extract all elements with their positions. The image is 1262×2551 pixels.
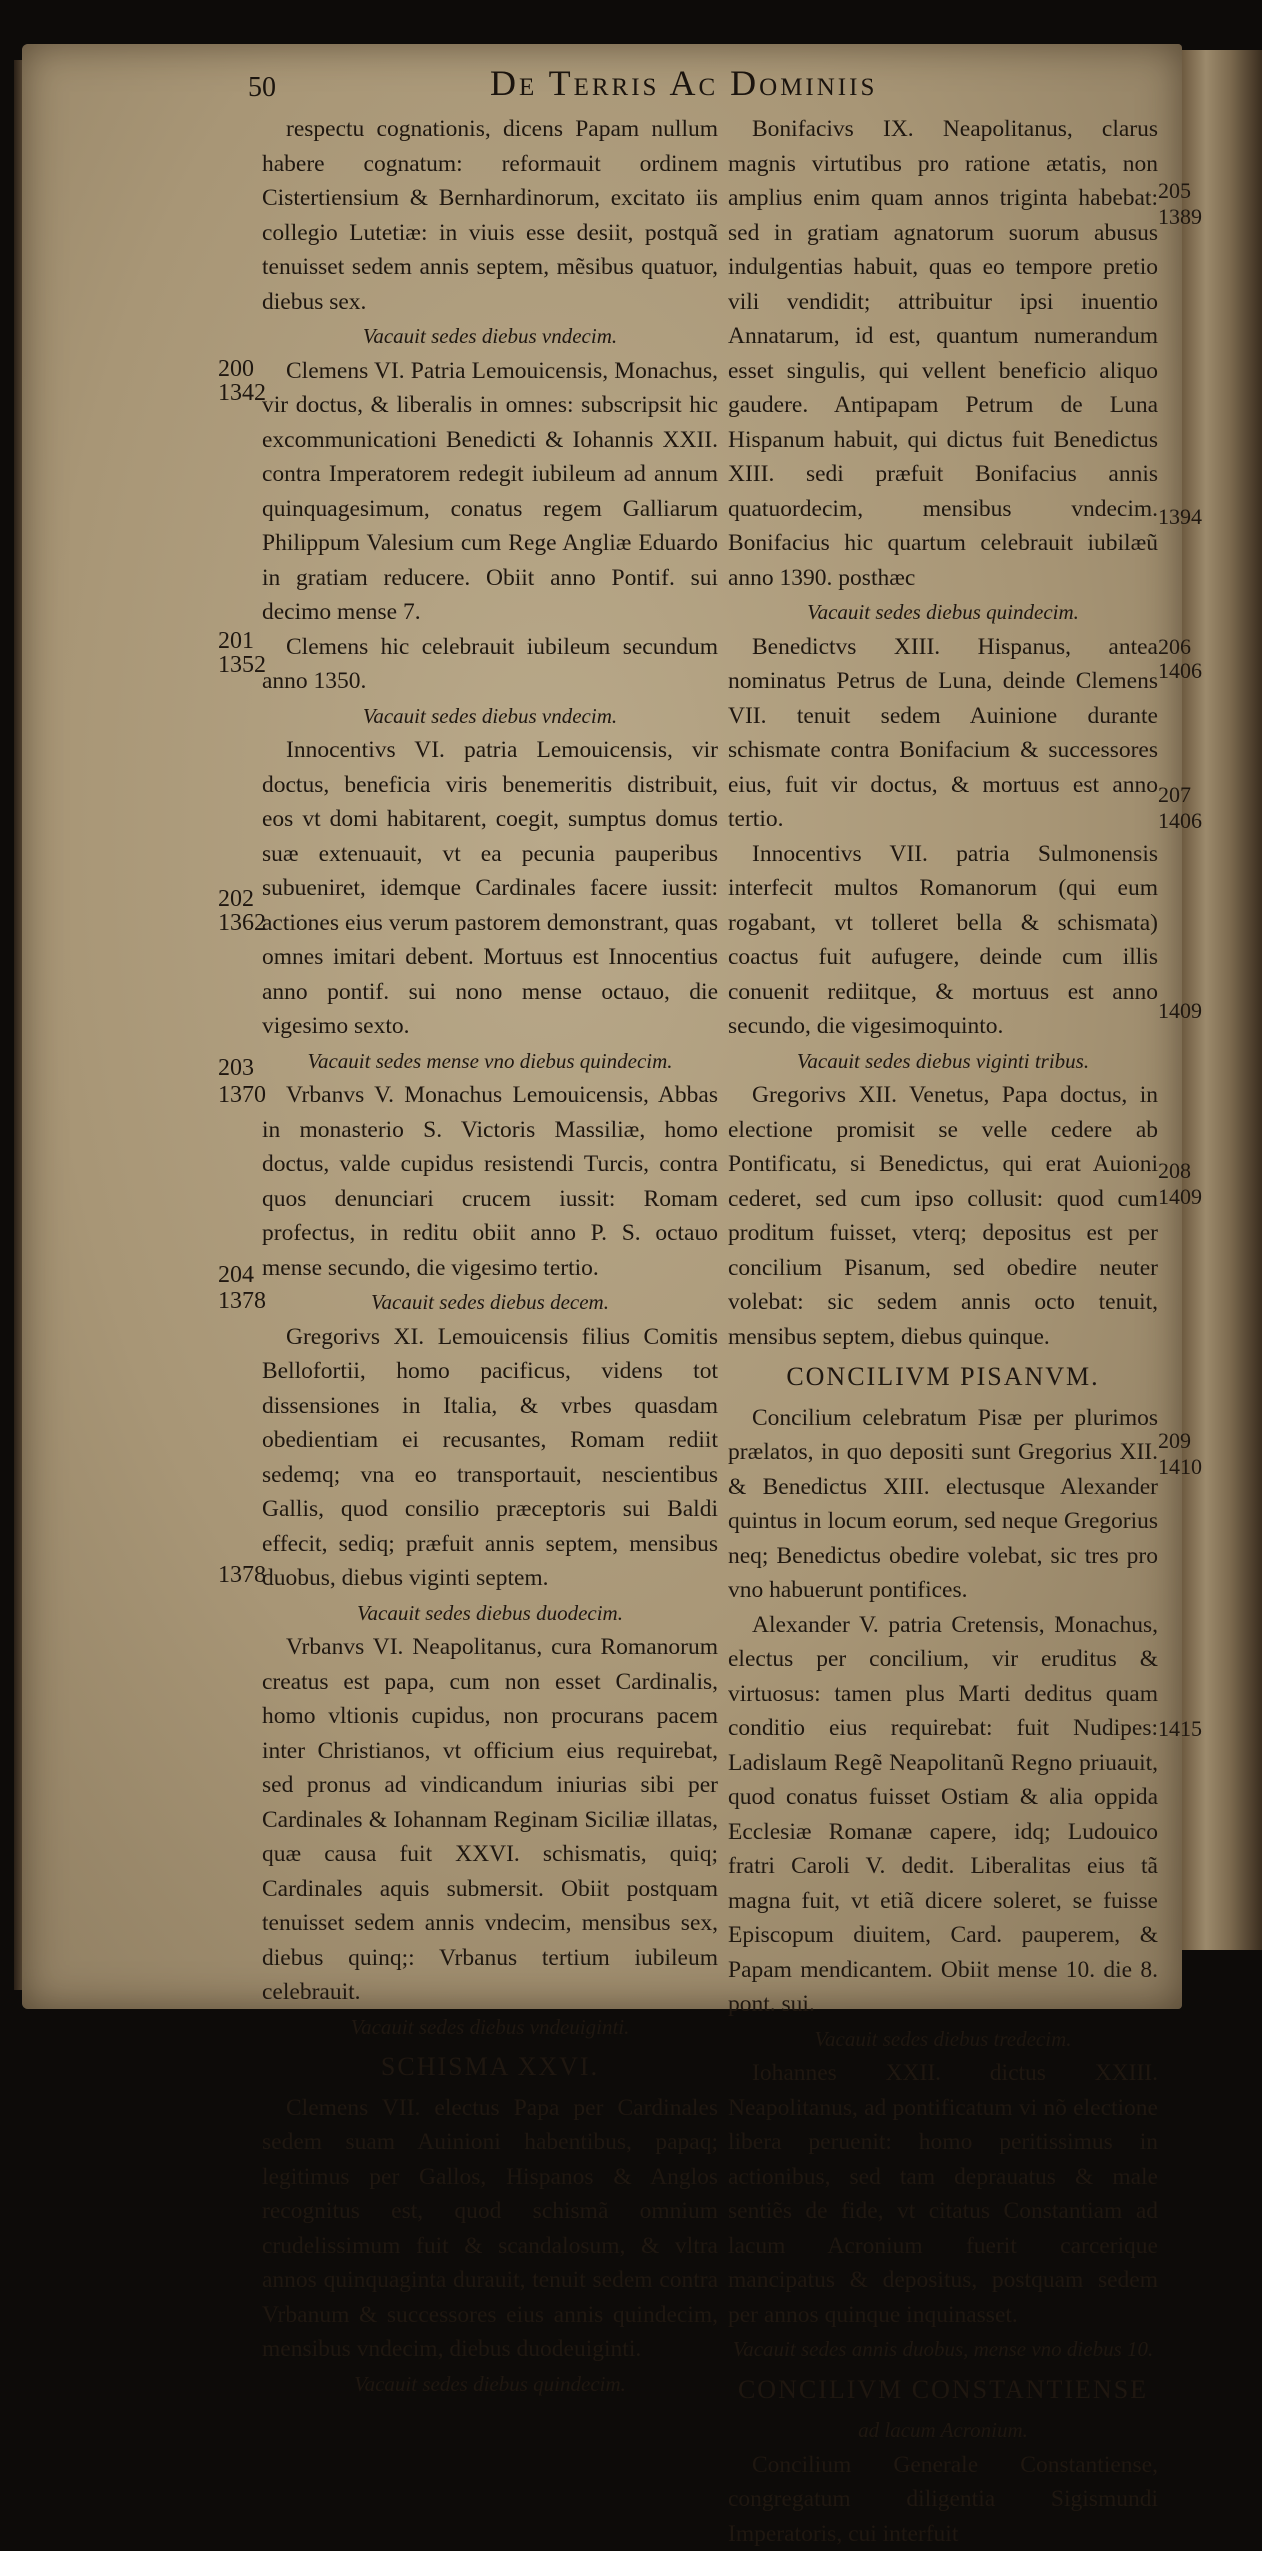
left-margin-number: 203 — [218, 1055, 268, 1082]
right-paragraph: CONCILIVM PISANVM. — [728, 1360, 1158, 1395]
right-paragraph: Benedictvs XIII. Hispanus, antea nominatus Petrus de Luna, deinde Clemens VII. tenuit sedem Auinione durante schismate contra Bonifacium & successores eius, fuit vir doctus, & mortuus est anno tertio. — [728, 630, 1158, 837]
left-paragraph: Vacauit sedes diebus vndecim. — [262, 319, 718, 354]
right-paragraph: Vacauit sedes diebus viginti tribus. — [728, 1044, 1158, 1079]
left-paragraph: Vrbanvs VI. Neapolitanus, cura Romanorum creatus est papa, cum non esset Cardinalis, homo vltionis cupidus, non procurans pacem inter Christianos, vt officium eius requirebat, sed pronus ad vindicandum iniurias sibi per Cardinales & Iohannam Reginam Siciliæ illatas, quæ causa fuit XXVI. schismatis, quiq; Cardinales aquis submersit. Obiit postquam tenuisset sedem annis vndecim, mensibus sex, diebus quinq;: Vrbanus tertium iubileum celebrauit. — [262, 1630, 718, 2010]
left-paragraph: Vacauit sedes diebus vndeuiginti. — [262, 2010, 718, 2045]
right-paragraph: ad lacum Acronium. — [728, 2413, 1158, 2448]
right-paragraph: Innocentivs VII. patria Sulmonensis interfecit multos Romanorum (qui eum rogabant, vt tolleret bella & schismata) coactus fuit aufugere, deinde cum illis conuenit rediitque, & mortuus est anno secundo, die vigesimoquinto. — [728, 837, 1158, 1044]
right-margin-number: 208 — [1158, 1158, 1218, 1184]
right-margin-number: 209 — [1158, 1428, 1218, 1454]
right-margin-number: 207 — [1158, 782, 1218, 808]
running-title: De Terris Ac Dominiis — [490, 62, 877, 104]
left-margin-number: 200 — [218, 356, 268, 383]
left-text-column — [262, 112, 718, 2401]
right-paragraph: Vacauit sedes diebus tredecim. — [728, 2022, 1158, 2057]
left-paragraph: SCHISMA XXVI. — [262, 2050, 718, 2085]
right-text-column — [728, 112, 1158, 2551]
right-paragraph: CONCILIVM CONSTANTIENSE — [728, 2373, 1158, 2408]
right-paragraph: Vacauit sedes annis duobus, mense vno diebus 10. — [728, 2332, 1158, 2367]
right-margin-number: 205 — [1158, 178, 1218, 204]
right-paragraph: Concilium Generale Constantiense, congregatum diligentia Sigismundi Imperatoris, cui interfuit — [728, 2448, 1158, 2551]
right-margin-number: 1406 — [1158, 808, 1218, 834]
page-number: 50 — [248, 72, 276, 104]
left-paragraph: Vacauit sedes diebus quindecim. — [262, 2367, 718, 2402]
right-paragraph: Iohannes XXII. dictus XXIII. Neapolitanus, ad pontificatum vi nõ electione libera peruenit: homo peritissimus in actionibus, sed tam deprauatus & male sentiẽs de fide, vt citatus Constantiam ad lacum Acronium fuerit carcerique mancipatus & depositus, postquam sedem per annos quinque inquinasset. — [728, 2056, 1158, 2332]
left-paragraph: respectu cognationis, dicens Papam nullum habere cognatum: reformauit ordinem Cistertiensium & Bernhardinorum, excitato iis collegio Lutetiæ: in viuis esse desiit, postquã tenuisset sedem annis septem, mẽsibus quatuor, diebus sex. — [262, 112, 718, 319]
right-paragraph: Gregorivs XII. Venetus, Papa doctus, in electione promisit se velle cedere ab Pontificatu, si Benedictus, qui erat Auioni cederet, sed cum ipso collusit: quod cum proditum fuisset, vterq; depositus est per concilium Pisanum, sed obedire neuter volebat: sic sedem annis octo tenuit, mensibus septem, diebus quinque. — [728, 1078, 1158, 1354]
right-margin-number: 1394 — [1158, 504, 1218, 530]
right-paragraph: Vacauit sedes diebus quindecim. — [728, 595, 1158, 630]
right-paragraph: Bonifacivs IX. Neapolitanus, clarus magnis virtutibus pro ratione ætatis, non amplius enim quam annos triginta habebat: sed in gratiam agnatorum suorum abusus indulgentias habuit, quas eo tempore pretio vili vendidit; attribuitur ipsi inuentio Annatarum, id est, quantum numerandum esset singulis, qui vellent beneficio aliquo gaudere. Antipapam Petrum de Luna Hispanum habuit, qui dictus fuit Benedictus XIII. sedi præfuit Bonifacius annis quatuordecim, mensibus vndecim. Bonifacius hic quartum celebrauit iubilæũ anno 1390. posthæc — [728, 112, 1158, 595]
page-header — [260, 62, 1100, 112]
left-margin-number: 1342 — [218, 380, 268, 407]
left-paragraph: Clemens VII. electus Papa per Cardinales sedem suam Auinioni habentibus, papaq; legitimus per Gallos, Hispanos & Anglos recognitus est, quod schismã omnium crudelissimum fuit & scandalosum, & vltra annos quinquaginta durauit, tenuit sedem contra Vrbanum & successores eius annis quindecim, mensibus vndecim, diebus duodeuiginti. — [262, 2091, 718, 2367]
left-margin-number: 1378 — [218, 1562, 268, 1589]
right-margin-number: 1389 — [1158, 204, 1218, 230]
right-margin-number: 1409 — [1158, 998, 1218, 1024]
right-paragraph: Concilium celebratum Pisæ per plurimos prælatos, in quo depositi sunt Gregorius XII. & Benedictus XIII. electusque Alexander quintus in locum eorum, sed neque Gregorius neq; Benedictus obedire volebat, sic tres pro vno habuerunt pontifices. — [728, 1401, 1158, 1608]
left-paragraph: Innocentivs VI. patria Lemouicensis, vir doctus, beneficia viris benemeritis distribuit, eos vt domi habitarent, coegit, sumptus domus suæ extenuauit, vt ea pecunia pauperibus subueniret, idemque Cardinales facere iussit: actiones eius verum pastorem demonstrant, quas omnes imitari debent. Mortuus est Innocentius anno pontif. sui nono mense octauo, die vigesimo sexto. — [262, 733, 718, 1044]
right-paragraph: Alexander V. patria Cretensis, Monachus, electus per concilium, vir eruditus & virtuosus: tamen plus Marti deditus quam conditio eius requirebat: fuit Nudipes: Ladislaum Regẽ Neapolitanũ Regno priuauit, quod conatus fuisset Ostiam & alia oppida Ecclesiæ Romanæ capere, idq; Ludouico fratri Caroli V. dedit. Liberalitas eius tã magna fuit, vt etiã dicere soleret, se fuisse Episcopum diuitem, Card. pauperem, & Papam mendicantem. Obiit mense 10. die 8. pont. sui. — [728, 1608, 1158, 2022]
left-margin-number: 204 — [218, 1262, 268, 1289]
right-margin-number: 1410 — [1158, 1454, 1218, 1480]
left-paragraph: Vacauit sedes diebus decem. — [262, 1285, 718, 1320]
left-paragraph: Vacauit sedes diebus duodecim. — [262, 1596, 718, 1631]
left-paragraph: Vrbanvs V. Monachus Lemouicensis, Abbas in monasterio S. Victoris Massiliæ, homo doctus, valde cupidus resistendi Turcis, contra quos denunciari crucem iussit: Romam profectus, in reditu obiit anno P. S. octauo mense secundo, die vigesimo tertio. — [262, 1078, 718, 1285]
left-paragraph: Vacauit sedes mense vno diebus quindecim. — [262, 1044, 718, 1079]
left-margin-number: 1352 — [218, 652, 268, 679]
left-margin-number: 202 — [218, 886, 268, 913]
right-margin-number: 206 — [1158, 634, 1218, 660]
left-paragraph: Vacauit sedes diebus vndecim. — [262, 699, 718, 734]
left-paragraph: Clemens VI. Patria Lemouicensis, Monachus, vir doctus, & liberalis in omnes: subscripsit hic excommunicationi Benedicti & Iohannis XXII. contra Imperatorem redegit iubileum ad annum quinquagesimum, conatus regem Galliarum Philippum Valesium cum Rege Angliæ Eduardo in gratiam reducere. Obiit anno Pontif. sui decimo mense 7. — [262, 354, 718, 630]
left-margin-number: 201 — [218, 628, 268, 655]
left-paragraph: Gregorivs XI. Lemouicensis filius Comitis Bellofortii, homo pacificus, videns tot dissensiones in Italia, & vrbes quasdam obedientiam ei recusantes, Romam rediit sedemq; vna eo transportauit, nescientibus Gallis, quod consilio præceptoris sui Baldi effecit, sediq; præfuit annis septem, mensibus duobus, diebus viginti septem. — [262, 1320, 718, 1596]
right-margin-number: 1415 — [1158, 1716, 1218, 1742]
left-margin-number: 1378 — [218, 1288, 268, 1315]
left-margin-number: 1362 — [218, 910, 268, 937]
left-margin-number: 1370 — [218, 1082, 268, 1109]
right-margin-number: 1409 — [1158, 1184, 1218, 1210]
right-margin-number: 1406 — [1158, 658, 1218, 684]
left-paragraph: Clemens hic celebrauit iubileum secundum anno 1350. — [262, 630, 718, 699]
